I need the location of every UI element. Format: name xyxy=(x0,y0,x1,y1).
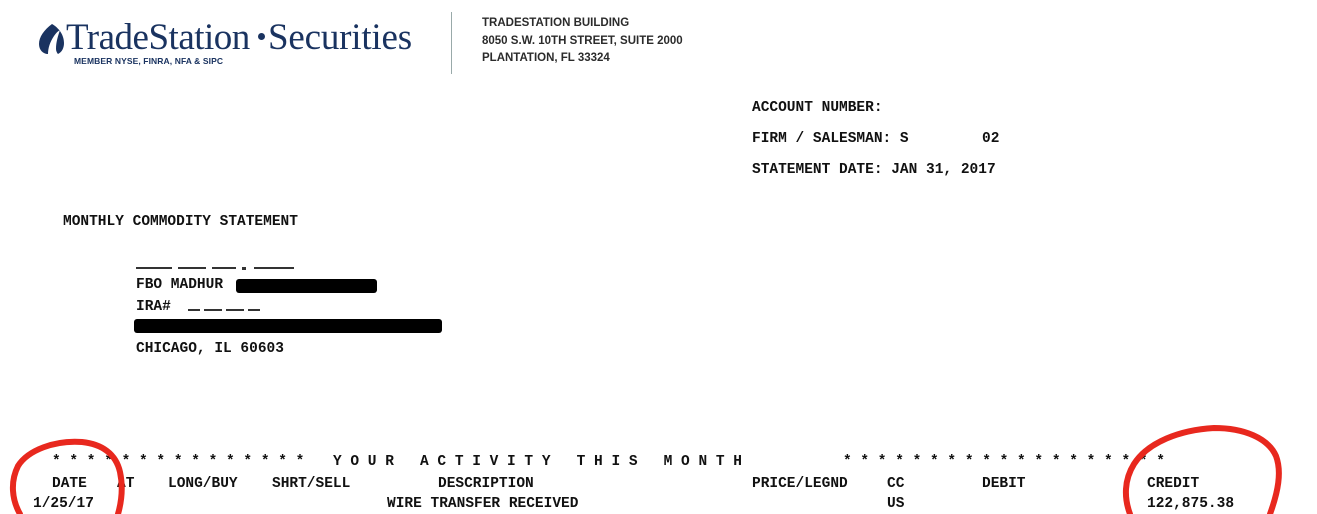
address-line-1: TRADESTATION BUILDING xyxy=(482,17,630,29)
col-header-credit: CREDIT xyxy=(1147,476,1200,492)
col-header-long-buy: LONG/BUY xyxy=(168,476,238,492)
account-number-label: ACCOUNT NUMBER: xyxy=(752,100,883,116)
col-header-at: AT xyxy=(117,476,135,492)
tradestation-logo xyxy=(36,16,426,72)
red-circle-annotation-date xyxy=(0,430,140,514)
addressee-ira: IRA# xyxy=(136,299,171,315)
col-header-price-legnd: PRICE/LEGND xyxy=(752,476,848,492)
logo-registered-dot xyxy=(258,33,265,40)
ira-number-cropped xyxy=(188,309,263,312)
col-header-cc: CC xyxy=(887,476,905,492)
activity-banner-stars-left: * * * * * * * * * * * * * * * xyxy=(52,454,305,470)
activity-banner-title: Y O U R A C T I V I T Y T H I S M O N T H xyxy=(333,454,742,470)
addressee-line-cropped xyxy=(136,265,306,272)
row-date: 1/25/17 xyxy=(33,496,94,512)
logo-member-text: MEMBER NYSE, FINRA, NFA & SIPC xyxy=(74,56,224,66)
col-header-description: DESCRIPTION xyxy=(438,476,534,492)
header-divider xyxy=(451,12,452,74)
row-cc: US xyxy=(887,496,905,512)
addressee-city: CHICAGO, IL 60603 xyxy=(136,341,284,357)
row-credit: 122,875.38 xyxy=(1147,496,1235,512)
tradestation-logo-icon xyxy=(36,22,66,56)
statement-title: MONTHLY COMMODITY STATEMENT xyxy=(63,214,298,230)
activity-banner-stars-right: * * * * * * * * * * * * * * * * * * * xyxy=(843,454,1165,470)
firm-salesman-value: 02 xyxy=(982,131,1000,147)
col-header-debit: DEBIT xyxy=(982,476,1026,492)
address-line-3: PLANTATION, FL 33324 xyxy=(482,52,610,64)
addressee-fbo: FBO MADHUR xyxy=(136,277,224,293)
address-line-2: 8050 S.W. 10TH STREET, SUITE 2000 xyxy=(482,35,683,47)
logo-wordmark-trade: TradeStation xyxy=(66,17,250,58)
col-header-shrt-sell: SHRT/SELL xyxy=(272,476,351,492)
firm-salesman-label: FIRM / SALESMAN: S xyxy=(752,131,909,147)
red-circle-annotation-credit xyxy=(1118,422,1288,514)
logo-wordmark-securities: Securities xyxy=(268,17,412,58)
col-header-date: DATE xyxy=(52,476,87,492)
statement-date: STATEMENT DATE: JAN 31, 2017 xyxy=(752,162,996,178)
row-description: WIRE TRANSFER RECEIVED xyxy=(387,496,579,512)
redaction-bar xyxy=(134,319,442,333)
redaction-bar xyxy=(236,279,377,293)
